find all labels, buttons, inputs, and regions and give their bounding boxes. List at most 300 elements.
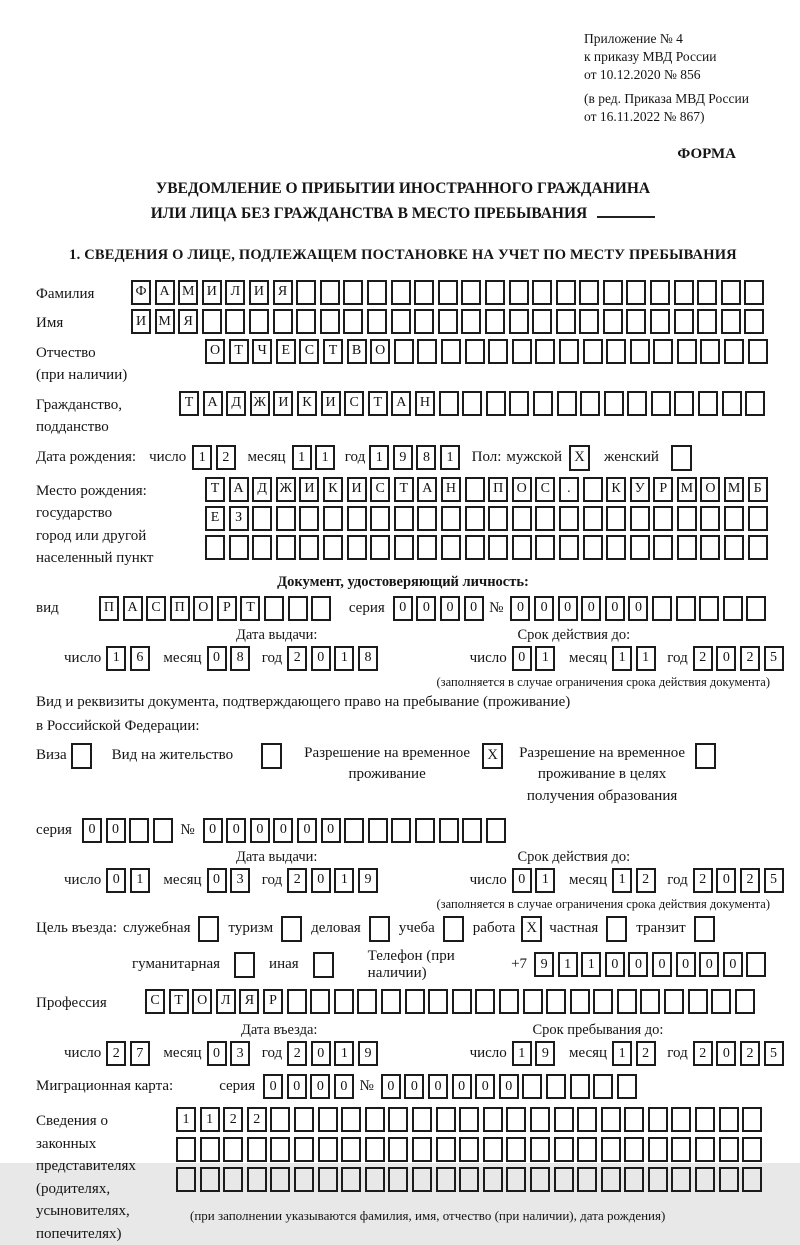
char-cell[interactable]: П	[170, 596, 190, 621]
char-cell[interactable]	[630, 535, 650, 560]
char-cell[interactable]	[341, 1167, 361, 1192]
purpose-private-checkbox[interactable]	[606, 916, 627, 942]
char-cell[interactable]	[577, 1107, 597, 1132]
char-cell[interactable]	[365, 1137, 385, 1162]
char-cell[interactable]	[417, 535, 437, 560]
char-cell[interactable]	[724, 339, 744, 364]
char-cell[interactable]	[721, 309, 741, 334]
char-cell[interactable]: С	[344, 391, 364, 416]
char-cell[interactable]: 1	[581, 952, 601, 977]
char-cell[interactable]: 2	[287, 1041, 307, 1066]
char-cell[interactable]: 5	[764, 868, 784, 893]
char-cell[interactable]	[388, 1137, 408, 1162]
char-cell[interactable]	[299, 506, 319, 531]
char-cell[interactable]	[699, 596, 719, 621]
char-cell[interactable]: 1	[636, 646, 656, 671]
char-cell[interactable]	[512, 535, 532, 560]
char-cell[interactable]: Т	[169, 989, 189, 1014]
char-cell[interactable]	[417, 339, 437, 364]
char-cell[interactable]	[439, 818, 459, 843]
purpose-humanitarian-checkbox[interactable]	[234, 952, 255, 978]
char-cell[interactable]	[334, 989, 354, 1014]
char-cell[interactable]: 0	[628, 596, 648, 621]
char-cell[interactable]: 0	[452, 1074, 472, 1099]
char-cell[interactable]: С	[535, 477, 555, 502]
char-cell[interactable]: 9	[534, 952, 554, 977]
char-cell[interactable]	[648, 1137, 668, 1162]
char-cell[interactable]	[557, 391, 577, 416]
char-cell[interactable]	[276, 535, 296, 560]
char-cell[interactable]	[506, 1107, 526, 1132]
char-cell[interactable]	[276, 506, 296, 531]
char-cell[interactable]: 1	[512, 1041, 532, 1066]
char-cell[interactable]	[530, 1167, 550, 1192]
char-cell[interactable]: 1	[369, 445, 389, 470]
char-cell[interactable]	[341, 1107, 361, 1132]
char-cell[interactable]: Е	[205, 506, 225, 531]
char-cell[interactable]: Ж	[250, 391, 270, 416]
char-cell[interactable]	[370, 535, 390, 560]
char-cell[interactable]: 1	[315, 445, 335, 470]
char-cell[interactable]: 0	[250, 818, 270, 843]
char-cell[interactable]: 0	[581, 596, 601, 621]
char-cell[interactable]: И	[347, 477, 367, 502]
char-cell[interactable]: А	[155, 280, 175, 305]
char-cell[interactable]: 5	[764, 1041, 784, 1066]
char-cell[interactable]	[465, 535, 485, 560]
char-cell[interactable]	[653, 535, 673, 560]
char-cell[interactable]: 0	[273, 818, 293, 843]
char-cell[interactable]	[697, 309, 717, 334]
char-cell[interactable]: Л	[225, 280, 245, 305]
char-cell[interactable]	[640, 989, 660, 1014]
char-cell[interactable]	[452, 989, 472, 1014]
char-cell[interactable]: П	[488, 477, 508, 502]
char-cell[interactable]	[626, 280, 646, 305]
char-cell[interactable]: Н	[415, 391, 435, 416]
char-cell[interactable]	[247, 1137, 267, 1162]
char-cell[interactable]	[310, 989, 330, 1014]
char-cell[interactable]: 0	[207, 868, 227, 893]
char-cell[interactable]	[405, 989, 425, 1014]
char-cell[interactable]	[532, 280, 552, 305]
char-cell[interactable]	[570, 1074, 590, 1099]
char-cell[interactable]	[723, 596, 743, 621]
char-cell[interactable]: 1	[106, 646, 126, 671]
char-cell[interactable]: 9	[358, 1041, 378, 1066]
char-cell[interactable]: 2	[693, 1041, 713, 1066]
char-cell[interactable]	[724, 506, 744, 531]
char-cell[interactable]: 0	[297, 818, 317, 843]
char-cell[interactable]: М	[155, 309, 175, 334]
char-cell[interactable]: 1	[612, 868, 632, 893]
char-cell[interactable]	[674, 309, 694, 334]
char-cell[interactable]: Я	[239, 989, 259, 1014]
char-cell[interactable]: П	[99, 596, 119, 621]
char-cell[interactable]	[748, 506, 768, 531]
char-cell[interactable]	[722, 391, 742, 416]
char-cell[interactable]	[288, 596, 308, 621]
char-cell[interactable]	[465, 506, 485, 531]
char-cell[interactable]: 0	[499, 1074, 519, 1099]
char-cell[interactable]: Ч	[252, 339, 272, 364]
char-cell[interactable]	[559, 339, 579, 364]
char-cell[interactable]	[318, 1167, 338, 1192]
char-cell[interactable]	[650, 280, 670, 305]
char-cell[interactable]	[546, 1074, 566, 1099]
char-cell[interactable]: Я	[273, 280, 293, 305]
char-cell[interactable]	[459, 1107, 479, 1132]
char-cell[interactable]: 1	[440, 445, 460, 470]
char-cell[interactable]	[388, 1167, 408, 1192]
char-cell[interactable]	[742, 1107, 762, 1132]
char-cell[interactable]: З	[229, 506, 249, 531]
char-cell[interactable]	[601, 1167, 621, 1192]
char-cell[interactable]	[700, 506, 720, 531]
char-cell[interactable]	[509, 280, 529, 305]
char-cell[interactable]: М	[724, 477, 744, 502]
char-cell[interactable]	[648, 1167, 668, 1192]
char-cell[interactable]	[583, 477, 603, 502]
char-cell[interactable]	[223, 1137, 243, 1162]
char-cell[interactable]	[606, 506, 626, 531]
char-cell[interactable]	[343, 280, 363, 305]
char-cell[interactable]: 0	[716, 1041, 736, 1066]
char-cell[interactable]	[650, 309, 670, 334]
char-cell[interactable]: 0	[381, 1074, 401, 1099]
char-cell[interactable]	[483, 1107, 503, 1132]
char-cell[interactable]	[579, 309, 599, 334]
char-cell[interactable]	[318, 1107, 338, 1132]
char-cell[interactable]: И	[202, 280, 222, 305]
char-cell[interactable]	[320, 309, 340, 334]
char-cell[interactable]	[441, 506, 461, 531]
char-cell[interactable]: 0	[676, 952, 696, 977]
char-cell[interactable]: 0	[723, 952, 743, 977]
char-cell[interactable]: С	[370, 477, 390, 502]
char-cell[interactable]	[441, 535, 461, 560]
char-cell[interactable]: 0	[428, 1074, 448, 1099]
char-cell[interactable]: 7	[130, 1041, 150, 1066]
char-cell[interactable]	[483, 1167, 503, 1192]
char-cell[interactable]	[719, 1137, 739, 1162]
char-cell[interactable]: 0	[207, 1041, 227, 1066]
char-cell[interactable]	[270, 1137, 290, 1162]
char-cell[interactable]	[744, 309, 764, 334]
char-cell[interactable]: 0	[106, 868, 126, 893]
char-cell[interactable]	[697, 280, 717, 305]
char-cell[interactable]	[624, 1137, 644, 1162]
char-cell[interactable]: Е	[276, 339, 296, 364]
char-cell[interactable]: Т	[323, 339, 343, 364]
char-cell[interactable]: 2	[216, 445, 236, 470]
char-cell[interactable]	[367, 309, 387, 334]
char-cell[interactable]	[603, 309, 623, 334]
char-cell[interactable]: 1	[334, 1041, 354, 1066]
char-cell[interactable]	[273, 309, 293, 334]
char-cell[interactable]	[583, 535, 603, 560]
char-cell[interactable]	[341, 1137, 361, 1162]
char-cell[interactable]	[229, 535, 249, 560]
char-cell[interactable]: 0	[321, 818, 341, 843]
char-cell[interactable]	[735, 989, 755, 1014]
char-cell[interactable]: Д	[226, 391, 246, 416]
char-cell[interactable]: И	[299, 477, 319, 502]
char-cell[interactable]	[627, 391, 647, 416]
char-cell[interactable]	[320, 280, 340, 305]
residence-permit-checkbox[interactable]	[261, 743, 282, 769]
char-cell[interactable]: Т	[240, 596, 260, 621]
char-cell[interactable]	[688, 989, 708, 1014]
char-cell[interactable]	[700, 535, 720, 560]
char-cell[interactable]	[200, 1137, 220, 1162]
char-cell[interactable]: Ж	[276, 477, 296, 502]
purpose-tourism-checkbox[interactable]	[281, 916, 302, 942]
temp-residence-education-checkbox[interactable]	[695, 743, 716, 769]
char-cell[interactable]	[554, 1137, 574, 1162]
char-cell[interactable]	[617, 989, 637, 1014]
char-cell[interactable]	[436, 1137, 456, 1162]
char-cell[interactable]	[506, 1167, 526, 1192]
char-cell[interactable]: С	[146, 596, 166, 621]
char-cell[interactable]: Л	[216, 989, 236, 1014]
char-cell[interactable]: О	[192, 989, 212, 1014]
char-cell[interactable]: 2	[287, 868, 307, 893]
char-cell[interactable]: А	[391, 391, 411, 416]
char-cell[interactable]: Р	[217, 596, 237, 621]
char-cell[interactable]: А	[229, 477, 249, 502]
char-cell[interactable]	[367, 280, 387, 305]
char-cell[interactable]: Т	[179, 391, 199, 416]
char-cell[interactable]	[223, 1167, 243, 1192]
char-cell[interactable]: 0	[263, 1074, 283, 1099]
char-cell[interactable]	[414, 309, 434, 334]
char-cell[interactable]	[323, 535, 343, 560]
char-cell[interactable]: Б	[748, 477, 768, 502]
char-cell[interactable]: 1	[130, 868, 150, 893]
char-cell[interactable]	[677, 506, 697, 531]
char-cell[interactable]	[570, 989, 590, 1014]
char-cell[interactable]: 9	[358, 868, 378, 893]
sex-female-checkbox[interactable]	[671, 445, 692, 471]
char-cell[interactable]	[651, 391, 671, 416]
purpose-business-checkbox[interactable]	[369, 916, 390, 942]
char-cell[interactable]: Р	[263, 989, 283, 1014]
char-cell[interactable]	[530, 1107, 550, 1132]
char-cell[interactable]	[579, 280, 599, 305]
char-cell[interactable]: Н	[441, 477, 461, 502]
char-cell[interactable]: К	[297, 391, 317, 416]
char-cell[interactable]	[512, 339, 532, 364]
char-cell[interactable]: И	[249, 280, 269, 305]
char-cell[interactable]: 0	[334, 1074, 354, 1099]
char-cell[interactable]: 0	[311, 868, 331, 893]
char-cell[interactable]	[604, 391, 624, 416]
char-cell[interactable]: 8	[358, 646, 378, 671]
char-cell[interactable]	[412, 1167, 432, 1192]
char-cell[interactable]	[583, 339, 603, 364]
char-cell[interactable]: М	[178, 280, 198, 305]
char-cell[interactable]	[719, 1107, 739, 1132]
char-cell[interactable]: 1	[176, 1107, 196, 1132]
char-cell[interactable]	[559, 535, 579, 560]
char-cell[interactable]: 0	[464, 596, 484, 621]
char-cell[interactable]	[394, 339, 414, 364]
purpose-other-checkbox[interactable]	[313, 952, 334, 978]
char-cell[interactable]: Я	[178, 309, 198, 334]
char-cell[interactable]: 1	[334, 868, 354, 893]
char-cell[interactable]	[695, 1137, 715, 1162]
char-cell[interactable]: 0	[605, 952, 625, 977]
char-cell[interactable]	[603, 280, 623, 305]
char-cell[interactable]	[606, 339, 626, 364]
char-cell[interactable]: А	[203, 391, 223, 416]
char-cell[interactable]: 0	[534, 596, 554, 621]
visa-checkbox[interactable]	[71, 743, 92, 769]
char-cell[interactable]	[412, 1107, 432, 1132]
char-cell[interactable]	[648, 1107, 668, 1132]
char-cell[interactable]: Т	[205, 477, 225, 502]
purpose-transit-checkbox[interactable]	[694, 916, 715, 942]
char-cell[interactable]	[270, 1107, 290, 1132]
char-cell[interactable]	[205, 535, 225, 560]
char-cell[interactable]: 2	[740, 868, 760, 893]
char-cell[interactable]: И	[273, 391, 293, 416]
char-cell[interactable]: М	[677, 477, 697, 502]
char-cell[interactable]	[462, 391, 482, 416]
char-cell[interactable]: 0	[203, 818, 223, 843]
char-cell[interactable]	[746, 952, 766, 977]
char-cell[interactable]	[438, 280, 458, 305]
char-cell[interactable]	[535, 535, 555, 560]
char-cell[interactable]	[394, 506, 414, 531]
char-cell[interactable]	[556, 309, 576, 334]
char-cell[interactable]	[462, 818, 482, 843]
char-cell[interactable]: В	[347, 339, 367, 364]
char-cell[interactable]: Р	[653, 477, 673, 502]
char-cell[interactable]: Т	[368, 391, 388, 416]
char-cell[interactable]	[202, 309, 222, 334]
char-cell[interactable]	[556, 280, 576, 305]
char-cell[interactable]: Ф	[131, 280, 151, 305]
char-cell[interactable]	[695, 1167, 715, 1192]
char-cell[interactable]: 1	[535, 868, 555, 893]
char-cell[interactable]	[674, 280, 694, 305]
char-cell[interactable]	[748, 339, 768, 364]
char-cell[interactable]	[559, 506, 579, 531]
char-cell[interactable]	[391, 309, 411, 334]
char-cell[interactable]	[483, 1137, 503, 1162]
char-cell[interactable]	[365, 1107, 385, 1132]
char-cell[interactable]	[512, 506, 532, 531]
char-cell[interactable]: 0	[716, 868, 736, 893]
char-cell[interactable]	[486, 818, 506, 843]
char-cell[interactable]	[391, 818, 411, 843]
char-cell[interactable]: С	[299, 339, 319, 364]
char-cell[interactable]	[344, 818, 364, 843]
char-cell[interactable]: 8	[230, 646, 250, 671]
char-cell[interactable]: 9	[393, 445, 413, 470]
char-cell[interactable]	[745, 391, 765, 416]
char-cell[interactable]	[461, 309, 481, 334]
char-cell[interactable]	[652, 596, 672, 621]
char-cell[interactable]	[742, 1167, 762, 1192]
char-cell[interactable]: 1	[192, 445, 212, 470]
char-cell[interactable]: 2	[247, 1107, 267, 1132]
char-cell[interactable]	[488, 506, 508, 531]
char-cell[interactable]	[347, 535, 367, 560]
char-cell[interactable]	[626, 309, 646, 334]
char-cell[interactable]	[744, 280, 764, 305]
purpose-work-checkbox[interactable]: X	[521, 916, 542, 942]
char-cell[interactable]	[485, 280, 505, 305]
char-cell[interactable]	[299, 535, 319, 560]
char-cell[interactable]: Т	[229, 339, 249, 364]
char-cell[interactable]	[225, 309, 245, 334]
char-cell[interactable]	[671, 1137, 691, 1162]
char-cell[interactable]	[200, 1167, 220, 1192]
char-cell[interactable]: 0	[716, 646, 736, 671]
char-cell[interactable]	[485, 309, 505, 334]
char-cell[interactable]	[441, 339, 461, 364]
char-cell[interactable]	[394, 535, 414, 560]
char-cell[interactable]	[624, 1107, 644, 1132]
char-cell[interactable]: 2	[287, 646, 307, 671]
purpose-study-checkbox[interactable]	[443, 916, 464, 942]
char-cell[interactable]: 0	[652, 952, 672, 977]
char-cell[interactable]	[711, 989, 731, 1014]
char-cell[interactable]: К	[323, 477, 343, 502]
char-cell[interactable]: 0	[310, 1074, 330, 1099]
char-cell[interactable]: 3	[230, 1041, 250, 1066]
char-cell[interactable]: Д	[252, 477, 272, 502]
char-cell[interactable]	[724, 535, 744, 560]
char-cell[interactable]	[459, 1167, 479, 1192]
char-cell[interactable]	[698, 391, 718, 416]
char-cell[interactable]: 0	[512, 868, 532, 893]
char-cell[interactable]	[296, 309, 316, 334]
char-cell[interactable]	[746, 596, 766, 621]
char-cell[interactable]: И	[131, 309, 151, 334]
char-cell[interactable]	[412, 1137, 432, 1162]
char-cell[interactable]	[676, 596, 696, 621]
char-cell[interactable]: О	[512, 477, 532, 502]
char-cell[interactable]	[323, 506, 343, 531]
char-cell[interactable]: 3	[230, 868, 250, 893]
char-cell[interactable]: 1	[334, 646, 354, 671]
char-cell[interactable]: 0	[510, 596, 530, 621]
char-cell[interactable]	[630, 339, 650, 364]
char-cell[interactable]	[721, 280, 741, 305]
char-cell[interactable]: .	[559, 477, 579, 502]
char-cell[interactable]: 1	[612, 646, 632, 671]
char-cell[interactable]	[176, 1137, 196, 1162]
char-cell[interactable]	[486, 391, 506, 416]
char-cell[interactable]: 0	[311, 646, 331, 671]
char-cell[interactable]	[677, 535, 697, 560]
purpose-official-checkbox[interactable]	[198, 916, 219, 942]
char-cell[interactable]	[370, 506, 390, 531]
char-cell[interactable]	[153, 818, 173, 843]
char-cell[interactable]	[439, 391, 459, 416]
char-cell[interactable]	[546, 989, 566, 1014]
char-cell[interactable]: 0	[226, 818, 246, 843]
char-cell[interactable]: У	[630, 477, 650, 502]
char-cell[interactable]: 0	[512, 646, 532, 671]
char-cell[interactable]	[381, 989, 401, 1014]
char-cell[interactable]	[294, 1137, 314, 1162]
char-cell[interactable]	[748, 535, 768, 560]
